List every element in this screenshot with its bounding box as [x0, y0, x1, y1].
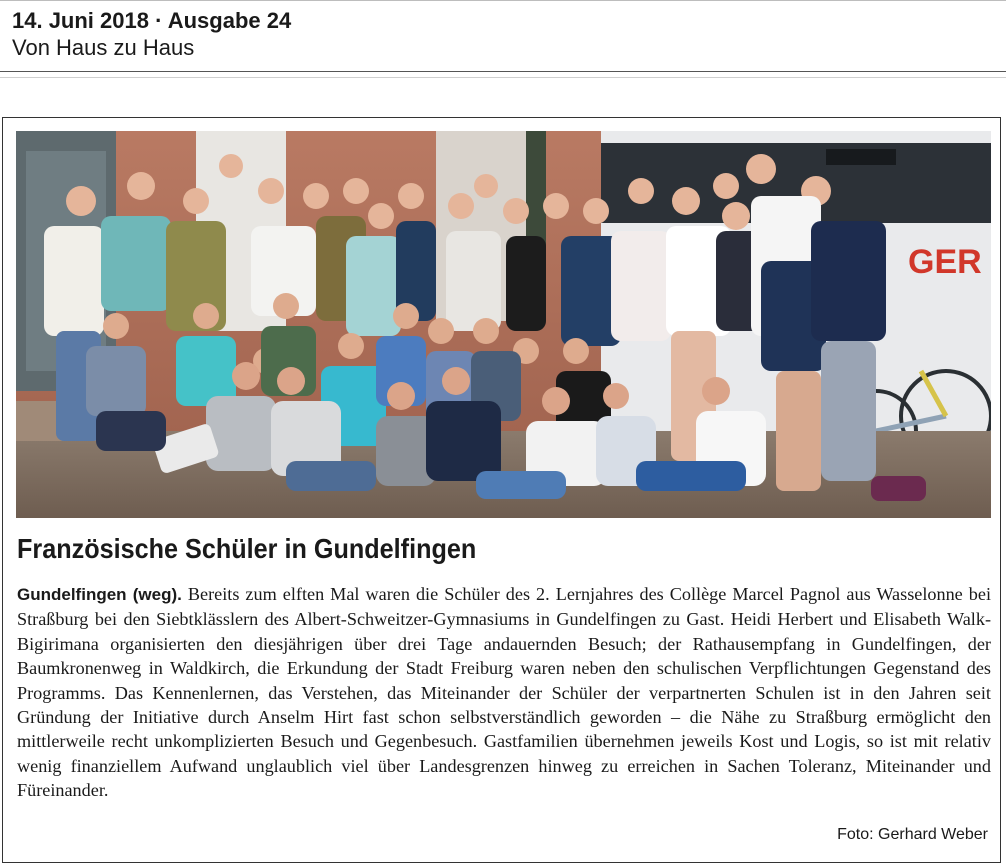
article-text: Bereits zum elften Mal waren die Schüler des 2. Lernjahres des Collège Marcel Pagnol aus Wasselonne bei Straßburg bei den Siebtklässlern des Albert-Schweitzer-Gymnasiums in Gundelfingen zu Gast. Heidi Herbert und Elisabeth Walk-Bigirimana organisierten den diesjährigen über drei Tage andauernden Besuch; der Rathausempfang in Gundelfingen, der Baumkronenweg in Waldkirch, die Erkundung der Stadt Freiburg waren neben den schulischen Verpflichtungen Gegenstand des Programms. Das Kennenlernen, das Verstehen, das Miteinander der Schüler der verpartnerten Schulen ist in den Jahren seit Gründung der Initiative durch Anselm Hirt fast schon selbstverständlich geworden – die Nähe zu Straßburg ermöglicht den mittlerweile recht unkomplizierten Besuch und Gegenbesuch. Gastfamilien übernehmen jeweils Kost und Logis, so ist mit relativ wenig finanziellem Aufwand unglaublich viel über Landesgrenzen hinweg zu erreichen in Sachen Toleranz, Miteinander und Füreinander. — [17, 584, 992, 801]
group-photo-illustration — [16, 131, 991, 518]
section-title: Von Haus zu Haus — [12, 35, 195, 60]
headline: Französische Schüler in Gundelfingen — [17, 533, 477, 564]
article-body — [17, 582, 991, 803]
masthead-rule — [0, 71, 1006, 72]
group-photo — [16, 131, 991, 518]
top-border — [0, 0, 1006, 1]
article-box — [2, 117, 1001, 863]
issue-line: 14. Juni 2018 · Ausgabe 24 — [12, 8, 292, 33]
tree-trunk — [526, 131, 546, 251]
backpack — [871, 476, 926, 501]
dateline: Gundelfingen (weg). — [17, 585, 182, 604]
masthead — [12, 8, 1002, 62]
masthead-rule-light — [0, 77, 1006, 78]
bus-logo: GER — [908, 243, 982, 281]
photo-credit: Foto: Gerhard Weber — [837, 826, 988, 843]
